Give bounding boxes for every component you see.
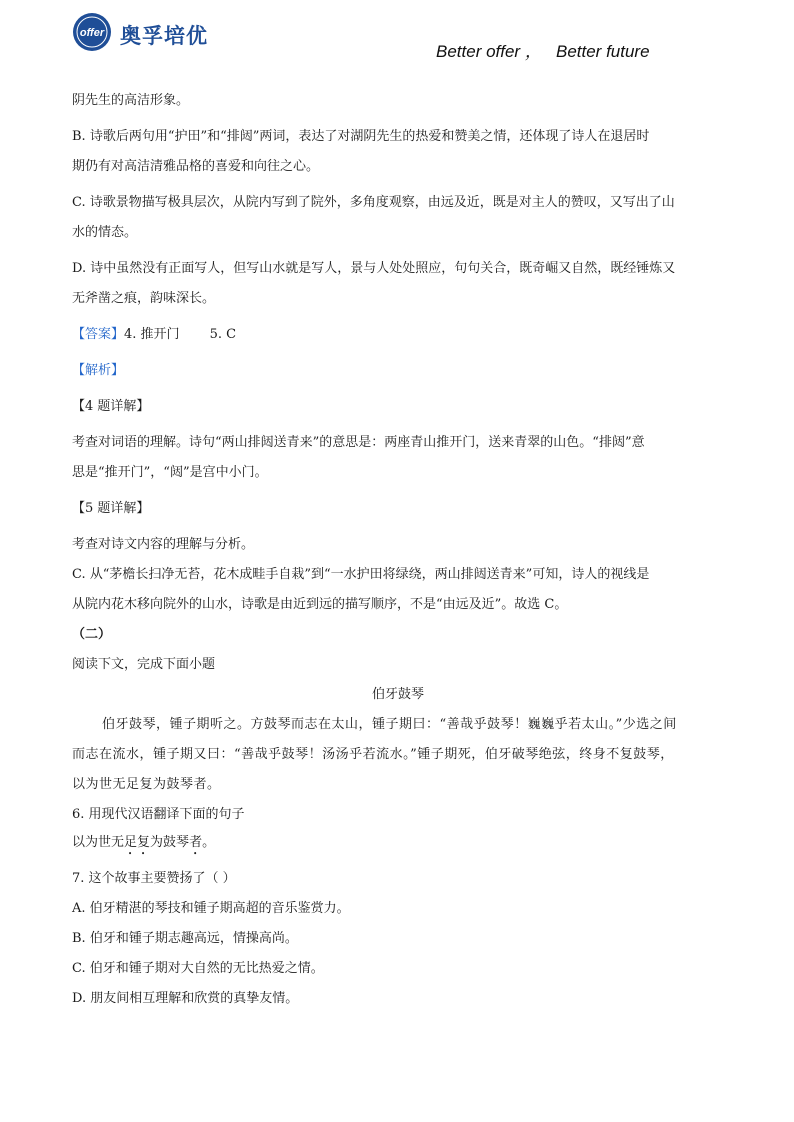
analysis-tag: 【解析】 (72, 363, 125, 378)
answer-5: 5. C (209, 327, 237, 342)
sentence-part: 。 (202, 835, 216, 850)
offer-logo-icon (72, 12, 112, 52)
q7-option-c: C. 伯牙和锺子期对大自然的无比热爱之情。 (72, 961, 324, 976)
option-b-line1: B. 诗歌后两句用“护田”和“排闼”两词，表达了对湖阴先生的热爱和赞美之情，还体现了诗人在退居时 (72, 129, 650, 144)
passage-line3: 以为世无足复为鼓琴者。 (72, 777, 221, 792)
emphasized-word: 足 (124, 835, 138, 850)
brand-name: 奥孚培优 (120, 24, 208, 48)
q4-line1: 考查对词语的理解。诗句“两山排闼送青来”的意思是：两座青山推开门，送来青翠的山色。“排闼”意 (72, 435, 645, 450)
question-6-sentence (72, 830, 724, 858)
option-c-line2: 水的情态。 (72, 225, 138, 240)
slogan: Better offer ， Better future (436, 42, 650, 61)
q5-heading: 【5 题详解】 (72, 501, 150, 516)
question-6: 6. 用现代汉语翻译下面的句子 (72, 807, 245, 822)
q7-option-d: D. 朋友间相互理解和欣赏的真挚友情。 (72, 991, 299, 1006)
instruction: 阅读下文，完成下面小题 (72, 657, 216, 672)
sentence-part: 为鼓琴 (150, 835, 190, 850)
q7-option-a: A. 伯牙精湛的琴技和锺子期高超的音乐鉴赏力。 (72, 901, 350, 916)
passage-line1: 伯牙鼓琴，锺子期听之。方鼓琴而志在太山，锺子期曰：“善哉乎鼓琴！巍巍乎若太山。”少选之间 (102, 717, 677, 732)
option-b-line2: 期仍有对高洁清雅品格的喜爱和向往之心。 (72, 159, 320, 174)
option-d-line1: D. 诗中虽然没有正面写人，但写山水就是写人，景与人处处照应，句句关合，既奇崛又自然，既经锤炼又 (72, 261, 676, 276)
svg-text:offer: offer (79, 27, 105, 39)
q4-line2: 思是“推开门”，“闼”是宫中小门。 (72, 465, 268, 480)
q5-line2: C. 从“茅檐长扫净无苔，花木成畦手自栽”到“一水护田将绿绕，两山排闼送青来”可知，诗人的视线是 (72, 567, 650, 582)
q7-option-b: B. 伯牙和锺子期志趣高远，情操高尚。 (72, 931, 298, 946)
question-7: 7. 这个故事主要赞扬了（ ） (72, 871, 236, 886)
answer-tag: 【答案】 (72, 327, 125, 342)
option-d-line2: 无斧凿之痕，韵味深长。 (72, 291, 216, 306)
emphasized-word: 复 (137, 835, 151, 850)
q5-line3: 从院内花木移向院外的山水，诗歌是由近到远的描写顺序，不是“由远及近”。故选 C。 (72, 597, 568, 612)
section-heading: （二） (72, 627, 112, 642)
passage-line2: 而志在流水，锺子期又曰：“善哉乎鼓琴！汤汤乎若流水。”锺子期死，伯牙破琴绝弦，终身不复鼓琴， (72, 747, 674, 762)
text-line: 阴先生的高洁形象。 (72, 93, 190, 108)
answer-4: 4. 推开门 (124, 327, 180, 342)
q5-line1: 考查对诗文内容的理解与分析。 (72, 537, 255, 552)
document-body (72, 86, 724, 1014)
emphasized-word: 者 (189, 835, 203, 850)
sentence-part: 以为世无 (72, 835, 125, 850)
answer-row (72, 320, 724, 350)
page-header (0, 0, 794, 72)
option-c-line1: C. 诗歌景物描写极具层次，从院内写到了院外，多角度观察，由远及近，既是对主人的赞叹，又写出了山 (72, 195, 675, 210)
q4-heading: 【4 题详解】 (72, 399, 150, 414)
passage-title: 伯牙鼓琴 (371, 687, 424, 702)
